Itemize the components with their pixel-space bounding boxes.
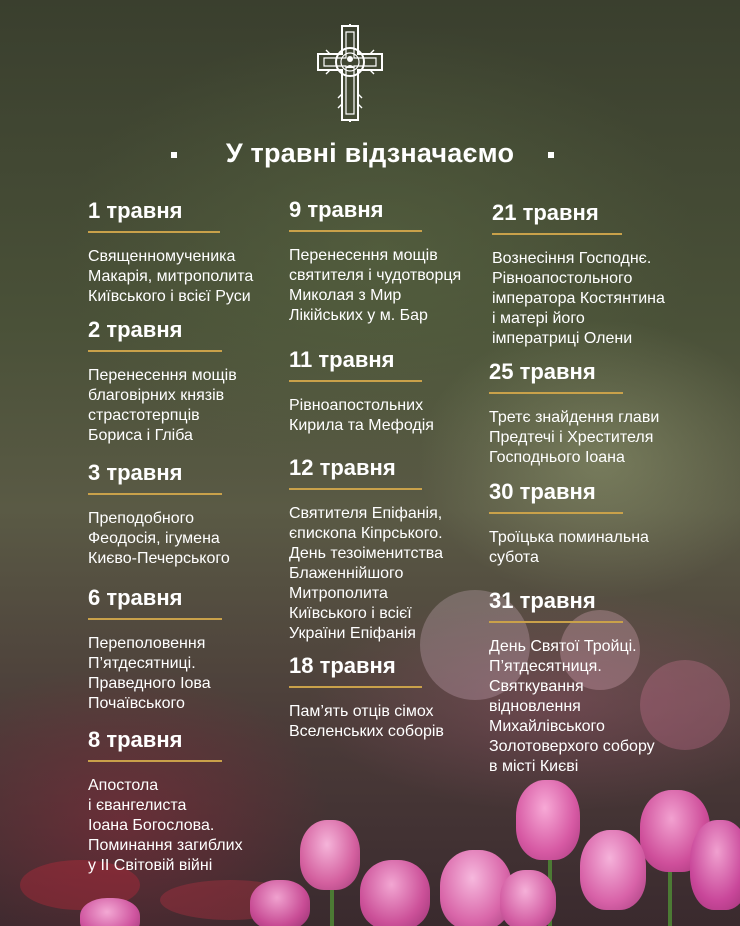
gold-divider (88, 760, 222, 762)
entry-date: 11 травня (289, 347, 395, 372)
calendar-entry (489, 358, 699, 468)
entry-description: Священномученика Макарія, митрополита Київського і всієї Руси (88, 248, 254, 305)
entry-date: 1 травня (88, 198, 183, 223)
orthodox-cross-emblem-icon (316, 24, 384, 122)
gold-divider (489, 392, 623, 394)
entry-description: Пам’ять отців сімох Вселенських соборів (289, 703, 444, 740)
entry-date: 18 травня (289, 653, 396, 678)
gold-divider (88, 231, 220, 233)
gold-divider (88, 493, 222, 495)
entry-date: 12 травня (289, 455, 396, 480)
gold-divider (88, 350, 222, 352)
entry-date: 3 травня (88, 460, 183, 485)
entry-description: Переполовення П’ятдесятниці. Праведного Іова Почаївського (88, 635, 211, 712)
entry-description: Рівноапостольних Кирила та Мефодія (289, 397, 434, 434)
entry-description: Троїцька поминальна субота (489, 529, 649, 566)
calendar-entry (289, 196, 489, 326)
calendar-entry (88, 459, 278, 569)
calendar-entry (492, 199, 702, 349)
entry-description: Вознесіння Господнє. Рівноапостольного імператора Костянтина і матері його імператриці Олени (492, 250, 665, 347)
entry-date: 21 травня (492, 200, 599, 225)
gold-divider (88, 618, 222, 620)
calendar-entry (489, 587, 699, 777)
entry-date: 6 травня (88, 585, 183, 610)
calendar-entry (289, 454, 489, 644)
entry-description: Перенесення мощів благовірних князів страстотерпців Бориса і Гліба (88, 367, 237, 444)
gold-divider (289, 488, 422, 490)
entry-description: Перенесення мощів святителя і чудотворця Миколая з Мир Лікійських у м. Бар (289, 247, 462, 324)
tulip-flower (690, 820, 740, 910)
gold-divider (289, 380, 422, 382)
tulip-flower (300, 820, 360, 890)
calendar-entry (88, 197, 278, 307)
gold-divider (289, 230, 422, 232)
entry-date: 9 травня (289, 197, 384, 222)
tulip-flower (360, 860, 430, 926)
gold-divider (492, 233, 622, 235)
tulip-flower (250, 880, 310, 926)
calendar-entry (88, 726, 278, 876)
bullet-dot (548, 152, 554, 158)
gold-divider (489, 512, 623, 514)
calendar-entry (489, 478, 699, 568)
entry-description: Преподобного Феодосія, ігумена Києво-Печерського (88, 510, 230, 567)
tulip-flower (516, 780, 580, 860)
gold-divider (489, 621, 623, 623)
entry-date: 2 травня (88, 317, 183, 342)
calendar-entry (88, 584, 278, 714)
entry-date: 8 травня (88, 727, 183, 752)
entry-date: 31 травня (489, 588, 596, 613)
calendar-entry (289, 652, 489, 742)
entry-description: Третє знайдення глави Предтечі і Хрестителя Господнього Іоана (489, 409, 660, 466)
page-title: У травні відзначаємо (225, 138, 515, 168)
entry-description: День Святої Тройці. П’ятдесятниця. Святкування відновлення Михайлівського Золотоверхого собору в місті Києві (489, 638, 655, 775)
tulip-flower (500, 870, 556, 926)
calendar-entry (88, 316, 278, 446)
calendar-entry (289, 346, 489, 436)
entry-date: 30 травня (489, 479, 596, 504)
gold-divider (289, 686, 422, 688)
tulip-flower (80, 898, 140, 926)
entry-description: Святителя Епіфанія, єпископа Кіпрського. День тезоіменитства Блаженнійшого Митрополита Київського і всієї України Епіфанія (289, 505, 444, 642)
tulip-flower (580, 830, 646, 910)
entry-date: 25 травня (489, 359, 596, 384)
entry-description: Апостола і євангелиста Іоана Богослова. Поминання загиблих у ІІ Світовій війні (88, 777, 243, 874)
